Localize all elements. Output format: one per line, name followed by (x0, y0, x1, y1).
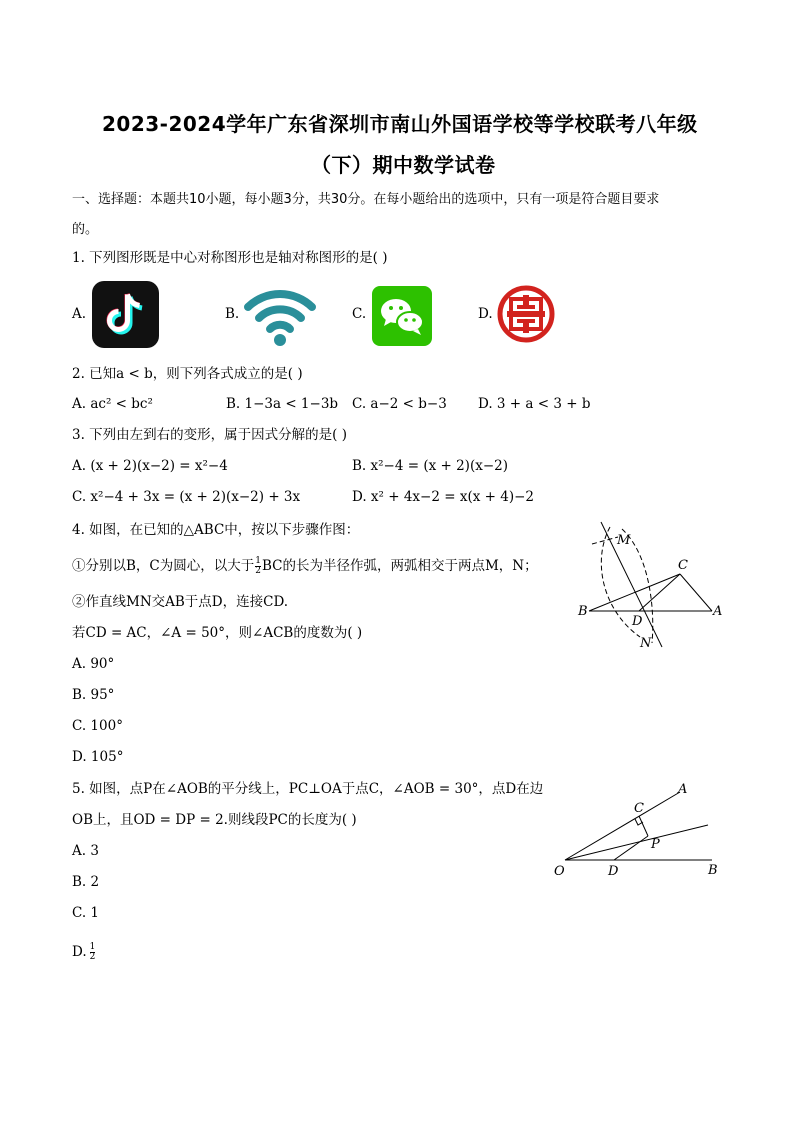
q5-label-c: C (634, 801, 644, 816)
q4-label-m: M (617, 533, 631, 548)
q2-option-a: A. ac² < bc² (72, 396, 153, 412)
q5-option-c: C. 1 (72, 905, 100, 921)
q4-option-c: C. 100° (72, 718, 123, 734)
tiktok-icon (92, 281, 159, 348)
q5-label-p: P (651, 837, 660, 852)
q5-figure (550, 780, 730, 880)
q4-step2: ②作直线MN交AB于点D，连接CD. (72, 594, 289, 610)
q4-label-n: N (640, 636, 652, 651)
q3-option-c: C. x²−4 + 3x = (x + 2)(x−2) + 3x (72, 489, 301, 505)
q1-option-c: C. (352, 306, 367, 322)
q5-label-b: B (708, 863, 718, 878)
bank-icon (497, 285, 555, 343)
q4-side-bc (589, 574, 680, 611)
q4-segment-cd (639, 574, 680, 611)
q5-label-o: O (554, 864, 565, 879)
q4-fraction (255, 557, 261, 576)
q4-fraction-num: 1 (255, 556, 261, 566)
q4-label-a: A (713, 604, 723, 619)
q4-option-d: D. 105° (72, 749, 124, 765)
q4-stem: 4. 如图，在已知的△ABC中，按以下步骤作图： (72, 522, 360, 538)
q1-option-a: A. (72, 306, 87, 322)
q4-fraction-den: 2 (255, 566, 261, 576)
q4-figure (570, 515, 740, 660)
q1-option-d: D. (478, 306, 493, 322)
q1-option-b: B. (225, 306, 240, 322)
q5-label-a: A (678, 782, 688, 797)
q3-option-d: D. x² + 4x−2 = x(x + 4)−2 (352, 489, 534, 505)
q4-step1 (72, 557, 538, 576)
q5-stem-line2: OB上，且OD = DP = 2.则线段PC的长度为( ) (72, 812, 357, 828)
q5-fraction-den: 2 (89, 952, 96, 962)
page-title-line1: 2023-2024学年广东省深圳市南山外国语学校等学校联考八年级 (102, 112, 698, 136)
q4-label-d: D (632, 614, 643, 629)
q4-label-c: C (678, 558, 688, 573)
q4-option-b: B. 95° (72, 687, 115, 703)
section-instructions-line2: 的。 (72, 222, 99, 237)
wechat-icon (372, 286, 432, 346)
q4-option-a: A. 90° (72, 656, 115, 672)
q2-option-d: D. 3 + a < 3 + b (478, 396, 591, 412)
q5-bisector (565, 825, 708, 860)
q2-option-c: C. a−2 < b−3 (352, 396, 447, 412)
q3-option-b: B. x²−4 = (x + 2)(x−2) (352, 458, 509, 474)
q4-label-b: B (578, 604, 588, 619)
q5-option-d (72, 943, 95, 962)
q5-fraction-num: 1 (89, 942, 96, 952)
q5-label-d: D (608, 864, 619, 879)
q4-question: 若CD = AC，∠A = 50°，则∠ACB的度数为( ) (72, 625, 363, 641)
q5-segment-dp (614, 836, 648, 860)
q3-option-a: A. (x + 2)(x−2) = x²−4 (72, 458, 228, 474)
q2-stem: 2. 已知a < b，则下列各式成立的是( ) (72, 366, 303, 382)
section-instructions-line1: 一、选择题：本题共10小题，每小题3分，共30分。在每小题给出的选项中，只有一项是符合题目要求 (72, 192, 660, 207)
q2-option-b: B. 1−3a < 1−3b (226, 396, 339, 412)
q5-option-a: A. 3 (72, 843, 99, 859)
q5-option-d-label: D. (72, 944, 87, 960)
q5-ray-oa (565, 792, 680, 860)
q4-side-ca (680, 574, 712, 611)
q5-option-b: B. 2 (72, 874, 100, 890)
q3-stem: 3. 下列由左到右的变形，属于因式分解的是( ) (72, 427, 347, 443)
q5-segment-pc (639, 816, 648, 836)
q4-step1-part1: ①分别以B，C为圆心，以大于 (72, 558, 255, 574)
q5-option-d-fraction (90, 943, 96, 962)
q1-stem: 1. 下列图形既是中心对称图形也是轴对称图形的是( ) (72, 250, 388, 266)
q5-stem-line1: 5. 如图，点P在∠AOB的平分线上，PC⊥OA于点C，∠AOB = 30°，点D在边 (72, 781, 544, 797)
page-title-line2: （下）期中数学试卷 (311, 153, 496, 177)
wifi-icon (243, 283, 317, 347)
q4-step1-part2: BC的长为半径作弧，两弧相交于两点M，N； (261, 558, 538, 574)
